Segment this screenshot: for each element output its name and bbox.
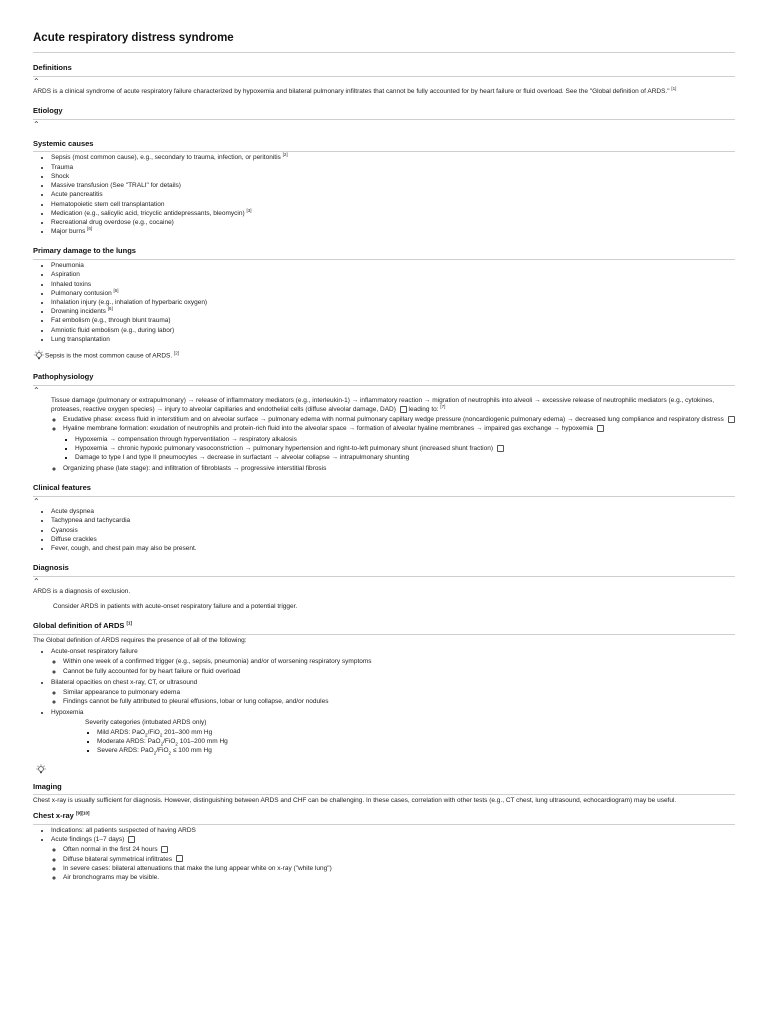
list-item: ▪ Damage to type I and type II pneumocytes → decrease in surfactant → alveolar collapse → intrapulmonary shunting: [75, 453, 735, 462]
chevron-up-icon[interactable]: ⌃: [33, 385, 40, 395]
list-item: • Hypoxemia Severity categories (intubated ARDS only) ▪ Mild ARDS: PaO$_2$/FiO$_2$ 201–300 mm Hg ▪ Moderate ARDS: PaO$_2$/FiO$_2$ 101–200 mm Hg ▪ Severe ARDS: PaO$_2$/FiO$_2$ ≤ 100 mm Hg: [51, 708, 735, 755]
list-item: ◦ Within one week of a confirmed trigger (e.g., sepsis, pneumonia) and/or of worsening respiratory symptoms: [63, 657, 735, 666]
list-item: ◦ Hyaline membrane formation: exudation of neutrophils and protein-rich fluid into the alveolar space → formation of alveolar hyaline membranes → impaired gas exchange → hypoxemia ▪ Hypoxemia → compensation through hyperventilation → respiratory alkalosis ▪ Hypoxemia → chronic hypoxic pulmonary vasoconstriction → pulmonary hypertension and right-to-left pulmonary shunt (increased shunt fraction) ▪ Damage to type I and type II pneumocytes → decrease in surfactant → alveolar collapse → intrapulmonary shunting: [63, 424, 735, 462]
global-criteria-list: [33, 647, 735, 755]
divider: [33, 76, 735, 77]
list-item: ▪ Hypoxemia → compensation through hyperventilation → respiratory alkalosis: [75, 435, 735, 444]
section-heading-definitions[interactable]: Definitions: [33, 63, 72, 73]
list-item: ▪ Severe ARDS: PaO$_2$/FiO$_2$ ≤ 100 mm Hg: [97, 746, 735, 755]
list-item: ◦ In severe cases: bilateral attenuations that make the lung appear white on x-ray ("white lung"): [63, 864, 735, 873]
list-item: • Acute-onset respiratory failure ◦ Within one week of a confirmed trigger (e.g., sepsis, pneumonia) and/or of worsening respiratory symptoms ◦ Cannot be fully accounted for by heart failure or fluid overload: [51, 647, 735, 676]
section-heading-clinical-features[interactable]: Clinical features: [33, 483, 91, 493]
reference-link[interactable]: [7]: [440, 403, 446, 409]
pathophysiology-list: [33, 396, 735, 474]
chevron-up-icon[interactable]: ⌃: [33, 76, 40, 86]
list-item: ▪ Hypoxemia → chronic hypoxic pulmonary vasoconstriction → pulmonary hypertension and right-to-left pulmonary shunt (increased shunt fraction): [75, 444, 735, 453]
reference-link[interactable]: [2]: [173, 350, 179, 356]
image-icon[interactable]: [728, 416, 735, 423]
severity-list: [51, 728, 735, 756]
image-icon[interactable]: [597, 425, 604, 432]
chevron-up-icon[interactable]: ⌃: [33, 576, 40, 586]
imaging-text: Chest x-ray is usually sufficient for diagnosis. However, distinguishing between ARDS and CHF can be challenging. In these cases, correlation with other tests (e.g., CT chest, lung ultrasound, echocardiogram) may be useful.: [33, 797, 677, 805]
list-item: • Pneumonia: [51, 261, 735, 270]
divider: [33, 576, 735, 577]
definitions-text: ARDS is a clinical syndrome of acute respiratory failure characterized by hypoxemia and bilateral pulmonary infiltrates that cannot be fully accounted for by heart failure or fluid overload. See the "Global definition of ARDS." [1]: [33, 85, 677, 95]
list-item: • Recreational drug overdose (e.g., cocaine): [51, 218, 735, 227]
list-item: ◦ Air bronchograms may be visible.: [63, 873, 735, 882]
list-item: • Indications: all patients suspected of having ARDS: [51, 826, 735, 835]
list-item: ▪ Moderate ARDS: PaO$_2$/FiO$_2$ 101–200 mm Hg: [97, 737, 735, 746]
image-icon[interactable]: [161, 846, 168, 853]
divider: [33, 151, 735, 152]
global-intro: The Global definition of ARDS requires the presence of all of the following:: [33, 636, 247, 644]
list-item: • Inhaled toxins: [51, 280, 735, 289]
reference-link[interactable]: [2]: [282, 152, 288, 158]
divider: [33, 634, 735, 635]
clinical-features-list: [33, 507, 735, 553]
list-item: • Fever, cough, and chest pain may also be present.: [51, 544, 735, 553]
section-heading-etiology[interactable]: Etiology: [33, 106, 63, 116]
chevron-up-icon[interactable]: ⌃: [33, 497, 40, 507]
lightbulb-icon[interactable]: [35, 764, 47, 776]
list-item: • Trauma: [51, 163, 735, 172]
list-item: • Acute dyspnea: [51, 507, 735, 516]
list-item: ▪ Mild ARDS: PaO$_2$/FiO$_2$ 201–300 mm Hg: [97, 728, 735, 737]
list-item: • Medication (e.g., salicylic acid, tricyclic antidepressants, bleomycin) [3]: [51, 209, 735, 218]
subheading-systemic-causes: Systemic causes: [33, 138, 94, 148]
list-item: • Bilateral opacities on chest x-ray, CT, or ultrasound ◦ Similar appearance to pulmonary edema ◦ Findings cannot be fully attributed to pleural effusions, lobar or lung collapse, and/or nodules: [51, 678, 735, 707]
list-item: ◦ Diffuse bilateral symmetrical infiltrates: [63, 855, 735, 864]
tip-box: Sepsis is the most common cause of ARDS. [2]: [33, 350, 735, 362]
divider: [33, 496, 735, 497]
list-item: • Fat embolism (e.g., through blunt trauma): [51, 316, 735, 325]
divider: [33, 794, 735, 795]
list-item: ◦ Often normal in the first 24 hours: [63, 845, 735, 854]
list-item: • Sepsis (most common cause), e.g., secondary to trauma, infection, or peritonitis [2]: [51, 153, 735, 162]
subheading-imaging: Imaging: [33, 781, 62, 791]
divider: [33, 824, 735, 825]
reference-link[interactable]: [3]: [246, 207, 252, 213]
list-item: ◦ Exudative phase: excess fluid in interstitium and on alveolar surface → pulmonary edema with normal pulmonary capillary wedge pressure (noncardiogenic pulmonary edema) → decreased lung compliance and respiratory distress: [63, 415, 735, 424]
reference-link[interactable]: [6]: [107, 306, 113, 312]
list-item: • Acute findings (1–7 days) ◦ Often normal in the first 24 hours ◦ Diffuse bilateral symmetrical infiltrates ◦ In severe cases: bilateral attenuations that make the lung appear white on x-ray ("white lung") ◦ Air bronchograms may be visible.: [51, 835, 735, 882]
list-item: • Diffuse crackles: [51, 535, 735, 544]
subheading-chest-xray: Chest x-ray [9][10]: [33, 810, 90, 821]
list-item: ◦ Organizing phase (late stage): and infiltration of fibroblasts → progressive interstitial fibrosis: [63, 464, 735, 473]
list-item: • Lung transplantation: [51, 335, 735, 344]
reference-link[interactable]: [5]: [113, 287, 119, 293]
list-item: ◦ Similar appearance to pulmonary edema: [63, 688, 735, 697]
reference-link[interactable]: [1]: [671, 85, 677, 91]
list-item: • Inhalation injury (e.g., inhalation of hyperbaric oxygen): [51, 298, 735, 307]
lightbulb-icon[interactable]: [33, 350, 45, 362]
reference-link[interactable]: [9][10]: [75, 810, 90, 816]
list-item: ◦ Cannot be fully accounted for by heart failure or fluid overload: [63, 667, 735, 676]
list-item: • Shock: [51, 172, 735, 181]
tip-icon-row: [35, 764, 735, 776]
subheading-primary-damage: Primary damage to the lungs: [33, 246, 136, 256]
list-item: • Drowning incidents [6]: [51, 307, 735, 316]
sub-list: [51, 688, 735, 706]
list-item: • Aspiration: [51, 270, 735, 279]
list-item: • Hematopoietic stem cell transplantation: [51, 200, 735, 209]
image-icon[interactable]: [400, 406, 407, 413]
list-item: Tissue damage (pulmonary or extrapulmonary) → release of inflammatory mediators (e.g., interleukin-1) → inflammatory reaction → migration of neutrophils into alveoli → excessive release of neutrophilic mediators (e.g., cytokines, proteases, reactive oxygen species) → injury to alveolar capillaries and endothelial cells (diffuse alveolar damage, DAD) leading to: [7] ◦ Exudative phase: excess fluid in interstitium and on alveolar surface → pulmonary edema with normal pulmonary capillary wedge pressure (noncardiogenic pulmonary edema) → decreased lung compliance and respiratory distress ◦ Hyaline membrane formation: exudation of neutrophils and protein-rich fluid into the alveolar space → formation of alveolar hyaline membranes → impaired gas exchange → hypoxemia ▪ Hypoxemia → compensation through hyperventilation → respiratory alkalosis ▪ Hypoxemia → chronic hypoxic pulmonary vasoconstriction → pulmonary hypertension and right-to-left pulmonary shunt (increased shunt fraction) ▪ Damage to type I and type II pneumocytes → decrease in surfactant → alveolar collapse → intrapulmonary shunting ◦ Organizing phase (late stage): and infiltration of fibroblasts → progressive interstitial fibrosis: [51, 396, 735, 474]
list-item: • Amniotic fluid embolism (e.g., during labor): [51, 326, 735, 335]
phase-list: [51, 415, 735, 473]
sub-list: [51, 845, 735, 882]
section-heading-pathophysiology[interactable]: Pathophysiology: [33, 372, 94, 382]
diagnosis-consider: Consider ARDS in patients with acute-onset respiratory failure and a potential trigger.: [53, 603, 298, 611]
primary-damage-list: [33, 261, 735, 344]
image-icon[interactable]: [176, 855, 183, 862]
systemic-causes-list: [33, 153, 735, 236]
reference-link[interactable]: [1]: [126, 620, 132, 626]
image-icon[interactable]: [128, 836, 135, 843]
image-icon[interactable]: [497, 445, 504, 452]
list-item: ◦ Findings cannot be fully attributed to pleural effusions, lobar or lung collapse, and/or nodules: [63, 697, 735, 706]
sub-list: [51, 657, 735, 675]
list-item: • Pulmonary contusion [5]: [51, 289, 735, 298]
divider: [33, 119, 735, 120]
chevron-up-icon[interactable]: ⌃: [33, 119, 40, 129]
page-title: Acute respiratory distress syndrome: [33, 32, 234, 44]
reference-link[interactable]: [6]: [87, 226, 93, 232]
list-item: • Tachypnea and tachycardia: [51, 516, 735, 525]
divider: [33, 52, 735, 53]
divider: [33, 259, 735, 260]
section-heading-diagnosis[interactable]: Diagnosis: [33, 563, 69, 573]
hypoxemia-list: [63, 435, 735, 463]
diagnosis-text: ARDS is a diagnosis of exclusion.: [33, 587, 131, 595]
chest-xray-list: [33, 826, 735, 882]
divider: [33, 385, 735, 386]
list-item: • Massive transfusion (See "TRALI" for details): [51, 181, 735, 190]
severity-heading: Severity categories (intubated ARDS only): [85, 718, 207, 726]
list-item: • Major burns [6]: [51, 227, 735, 236]
subheading-global-definition: Global definition of ARDS [1]: [33, 620, 132, 631]
list-item: • Cyanosis: [51, 526, 735, 535]
list-item: • Acute pancreatitis: [51, 190, 735, 199]
